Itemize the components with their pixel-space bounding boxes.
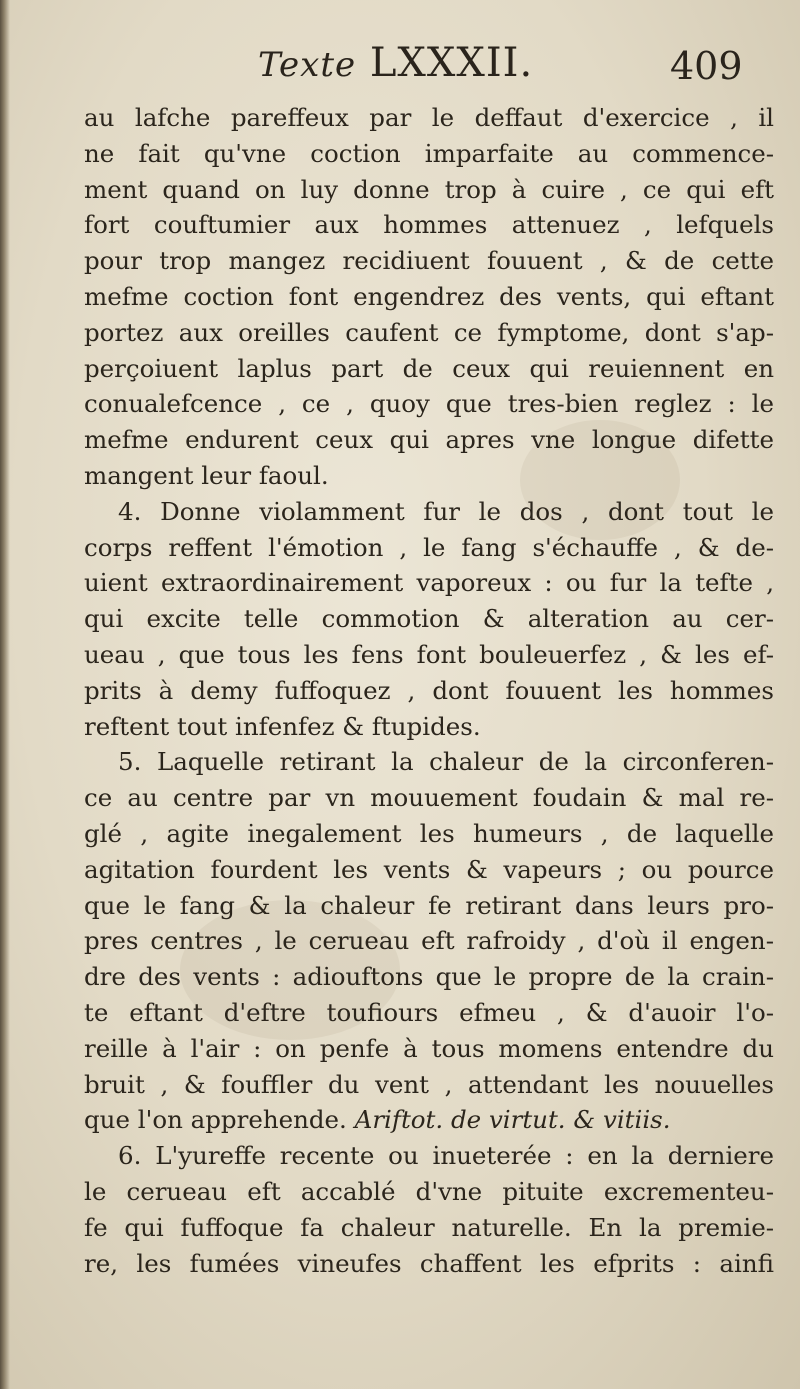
text-line-content: portez aux oreilles caufent ce fymptome, dont s'ap- [84,317,774,347]
text-line [84,279,774,315]
text-line-content: que l'on apprehende. [84,1105,347,1135]
text-line-content: qui excite telle commotion & alteration au cer- [84,604,774,634]
running-head-numeral: LXXXII. [369,40,534,86]
text-line [84,744,774,780]
page-header [0,40,800,96]
text-line-content: uient extraordinairement vaporeux : ou fur la tefte , [84,568,774,598]
text-line-content: ce au centre par vn mouuement foudain & mal re- [84,783,774,813]
text-line-content: perçoiuent laplus part de ceux qui reuiennent en [84,353,774,383]
text-line [84,1174,774,1210]
text-line-content: re, les fumées vineufes chaffent les efprits : ainfi [84,1248,774,1278]
text-line [84,852,774,888]
text-line [84,959,774,995]
text-line-content: mefme endurent ceux qui apres vne longue difette [84,425,774,455]
text-line [84,422,774,458]
text-line [84,673,774,709]
text-line-content: ment quand on luy donne trop à cuire , ce qui eft [84,174,774,204]
text-line-content: te eftant d'eftre toufiours efmeu , & d'auoir l'o- [84,997,774,1027]
text-line-content: que le fang & la chaleur fe retirant dans leurs pro- [84,890,774,920]
text-line-content: pour trop mangez recidiuent fouuent , & de cette [84,246,774,276]
text-line-content: conualefcence , ce , quoy que tres-bien reglez : le [84,389,774,419]
text-line-content: 5. Laquelle retirant la chaleur de la circonferen- [118,747,774,777]
text-line-content: agitation fourdent les vents & vapeurs ; ou pource [84,854,774,884]
running-head [258,40,533,86]
text-line-content: prits à demy fuffoquez , dont fouuent les hommes [84,675,774,705]
text-line [84,780,774,816]
text-line [84,243,774,279]
text-line [84,1138,774,1174]
text-line [84,1031,774,1067]
text-line-content: mefme coction font engendrez des vents, qui eftant [84,281,774,311]
text-line [84,888,774,924]
text-line-content: glé , agite inegalement les humeurs , de laquelle [84,818,774,848]
running-head-italic: Texte [258,45,357,85]
text-line [84,1246,774,1282]
text-line-content: corps reffent l'émotion , le fang s'échauffe , & de- [84,532,774,562]
text-line [84,995,774,1031]
text-line [84,923,774,959]
text-line [84,565,774,601]
text-line-content: pres centres , le cerueau eft rafroidy , d'où il engen- [84,926,774,956]
text-line [84,530,774,566]
text-line-content: ne fait qu'vne coction imparfaite au commence- [84,138,774,168]
text-line [84,1210,774,1246]
text-line-content: dre des vents : adiouftons que le propre de la crain- [84,962,774,992]
text-line [84,207,774,243]
text-line [84,637,774,673]
body-text [84,100,774,1281]
citation: Ariftot. de virtut. & vitiis. [354,1105,671,1135]
text-line-content: le cerueau eft accablé d'vne pituite excrementeu- [84,1176,774,1206]
text-line-content: fe qui fuffoque fa chaleur naturelle. En la premie- [84,1212,774,1242]
text-line [84,494,774,530]
text-line [84,172,774,208]
text-line [84,315,774,351]
text-line [84,816,774,852]
text-line-content: 6. L'yureffe recente ou inueterée : en la derniere [118,1141,774,1171]
page-binding-edge [0,0,10,1389]
text-line-content: bruit , & fouffler du vent , attendant les nouuelles [84,1069,774,1099]
text-line-content: au lafche pareffeux par le deffaut d'exercice , il [84,103,774,132]
text-line [84,351,774,387]
text-line [84,601,774,637]
page-number: 409 [670,44,743,88]
text-line [84,1067,774,1103]
text-line-content: fort couftumier aux hommes attenuez , lefquels [84,210,774,240]
text-line [84,100,774,136]
text-line [84,136,774,172]
text-line [84,458,774,494]
text-line [84,386,774,422]
text-line-content: reftent tout infenfez & ftupides. [84,711,481,741]
text-line [84,1102,774,1138]
text-line-content: ueau , que tous les fens font bouleuerfez , & les ef- [84,639,774,669]
text-line-content: reille à l'air : on penfe à tous momens entendre du [84,1033,774,1063]
text-line-content: mangent leur faoul. [84,460,329,490]
text-line [84,709,774,745]
text-line-content: 4. Donne violamment fur le dos , dont tout le [118,496,774,526]
